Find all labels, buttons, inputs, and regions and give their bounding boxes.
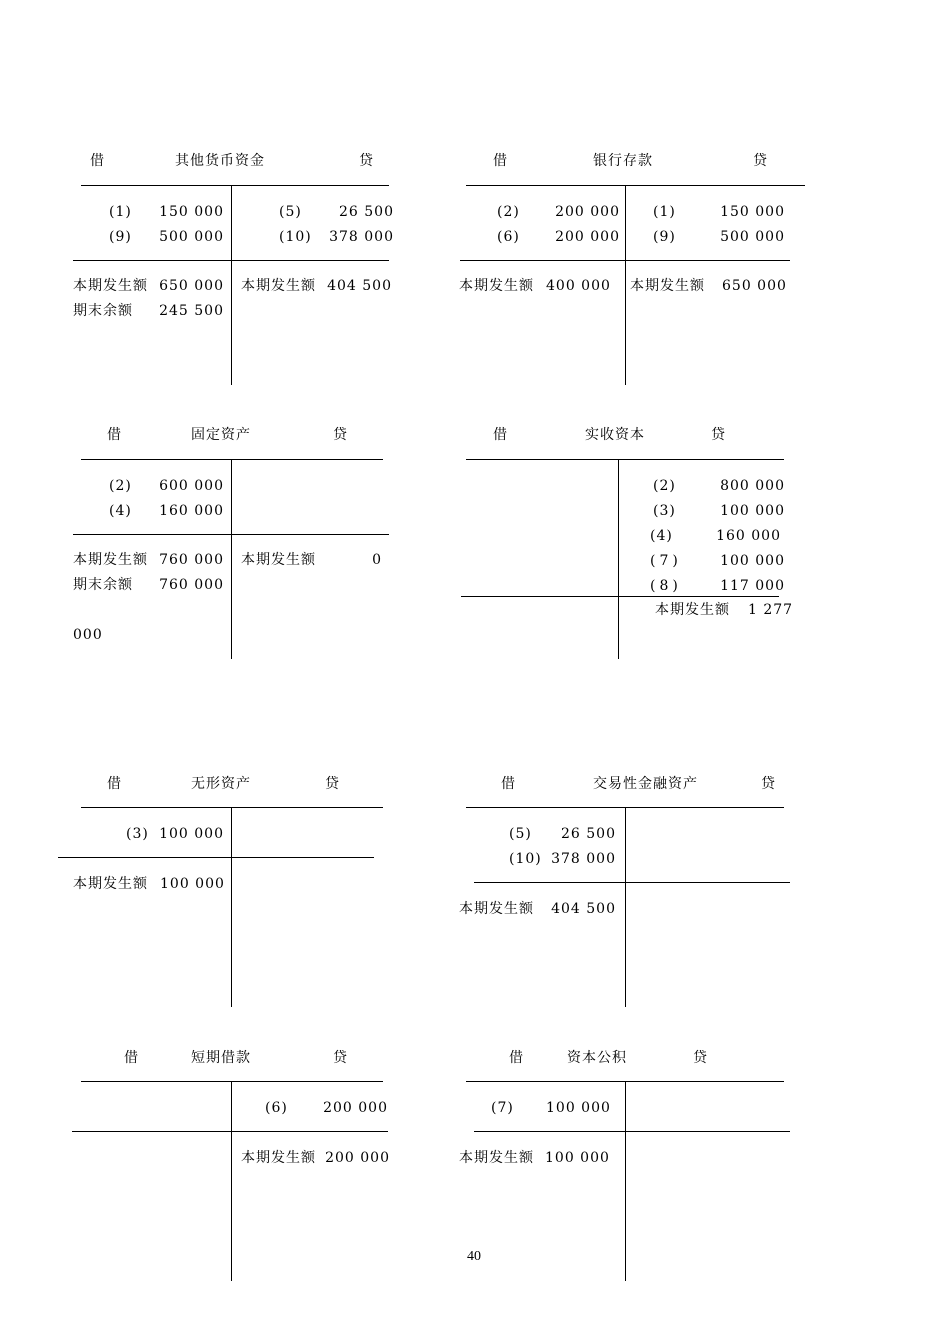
debit-label: 借 [493, 153, 508, 169]
entry-ref: (3) [653, 503, 676, 519]
total-rule [474, 1131, 790, 1132]
debit-label: 借 [509, 1050, 524, 1066]
debit-label: 借 [493, 427, 508, 443]
center-rule [231, 460, 232, 659]
entry-amount: 160 000 [159, 503, 224, 519]
entry-amount: 200 000 [323, 1100, 388, 1116]
account-title: 资本公积 [567, 1050, 627, 1066]
header-rule [466, 185, 805, 186]
entry-ref: (9) [109, 229, 132, 245]
entry-amount: 26 500 [339, 204, 394, 220]
period-total-label: 本期发生额 [73, 876, 148, 892]
entry-ref: (5) [279, 204, 302, 220]
entry-amount: 200 000 [555, 204, 620, 220]
period-total-amount: 100 000 [545, 1150, 610, 1166]
period-total-amount: 404 500 [327, 278, 392, 294]
entry-ref: (2) [497, 204, 520, 220]
entry-amount: 150 000 [720, 204, 785, 220]
center-rule [231, 808, 232, 1007]
entry-amount: 117 000 [720, 578, 785, 594]
period-total-label: 本期发生额 [459, 278, 534, 294]
entry-amount: 150 000 [159, 204, 224, 220]
total-rule [73, 260, 389, 261]
entry-amount: 500 000 [720, 229, 785, 245]
center-rule [625, 1082, 626, 1281]
header-rule [81, 459, 383, 460]
header-rule [81, 1081, 383, 1082]
period-total-label: 本期发生额 [241, 278, 316, 294]
total-rule [460, 260, 790, 261]
credit-label: 贷 [753, 153, 768, 169]
credit-label: 贷 [711, 427, 726, 443]
account-title: 固定资产 [191, 427, 251, 443]
total-rule [461, 596, 779, 597]
entry-amount: 378 000 [329, 229, 394, 245]
entry-ref: (4) [650, 528, 673, 544]
page-number: 40 [467, 1249, 481, 1264]
period-total-label: 本期发生额 [73, 552, 148, 568]
debit-label: 借 [501, 776, 516, 792]
credit-label: 贷 [693, 1050, 708, 1066]
period-total-amount: 1 277 [748, 602, 794, 618]
debit-label: 借 [90, 153, 105, 169]
entry-amount: 800 000 [720, 478, 785, 494]
entry-ref: (7) [491, 1100, 514, 1116]
entry-amount: 26 500 [561, 826, 616, 842]
credit-label: 贷 [333, 427, 348, 443]
period-total-amount: 650 000 [722, 278, 787, 294]
header-rule [81, 185, 389, 186]
center-rule [625, 808, 626, 1007]
period-total-label: 本期发生额 [655, 602, 730, 618]
period-total-label: 本期发生额 [73, 278, 148, 294]
ending-balance-amount: 245 500 [159, 303, 224, 319]
credit-label: 贷 [325, 776, 340, 792]
period-total-label: 本期发生额 [630, 278, 705, 294]
account-title: 银行存款 [593, 153, 653, 169]
entry-ref: (1) [653, 204, 676, 220]
ending-balance-amount: 760 000 [159, 577, 224, 593]
entry-amount: 100 000 [159, 826, 224, 842]
header-rule [466, 459, 784, 460]
header-rule [81, 807, 383, 808]
entry-ref: (10) [279, 229, 312, 245]
debit-label: 借 [107, 427, 122, 443]
center-rule [625, 186, 626, 385]
entry-ref: (3) [126, 826, 149, 842]
entry-amount: 160 000 [716, 528, 781, 544]
entry-ref: (2) [653, 478, 676, 494]
entry-ref: (6) [497, 229, 520, 245]
account-title: 交易性金融资产 [593, 776, 698, 792]
period-total-amount: 100 000 [160, 876, 225, 892]
entry-amount: 100 000 [720, 503, 785, 519]
entry-ref: (10) [509, 851, 542, 867]
entry-ref: (5) [509, 826, 532, 842]
entry-amount: 100 000 [546, 1100, 611, 1116]
ending-balance-label: 期末余额 [73, 577, 133, 593]
period-total-label: 本期发生额 [241, 552, 316, 568]
entry-ref: (9) [653, 229, 676, 245]
debit-label: 借 [124, 1050, 139, 1066]
entry-amount: 600 000 [159, 478, 224, 494]
total-rule [474, 882, 790, 883]
entry-amount: 378 000 [551, 851, 616, 867]
period-total-amount: 400 000 [546, 278, 611, 294]
period-total-amount: 650 000 [159, 278, 224, 294]
entry-ref: (6) [265, 1100, 288, 1116]
period-total-amount: 200 000 [325, 1150, 390, 1166]
total-rule [58, 857, 374, 858]
period-total-amount: 0 [372, 552, 382, 568]
period-total-label: 本期发生额 [459, 901, 534, 917]
period-total-label: 本期发生额 [241, 1150, 316, 1166]
entry-ref: (7) [650, 553, 682, 569]
entry-ref: (4) [109, 503, 132, 519]
entry-ref: (8) [650, 578, 682, 594]
account-title: 实收资本 [585, 427, 645, 443]
period-total-amount: 760 000 [159, 552, 224, 568]
debit-label: 借 [107, 776, 122, 792]
total-rule [73, 534, 389, 535]
entry-ref: (1) [109, 204, 132, 220]
ending-balance-label: 期末余额 [73, 303, 133, 319]
wrapped-amount-text: 000 [73, 627, 103, 643]
account-title: 短期借款 [191, 1050, 251, 1066]
credit-label: 贷 [761, 776, 776, 792]
account-title: 无形资产 [191, 776, 251, 792]
credit-label: 贷 [359, 153, 374, 169]
entry-amount: 500 000 [159, 229, 224, 245]
entry-amount: 200 000 [555, 229, 620, 245]
credit-label: 贷 [333, 1050, 348, 1066]
center-rule [231, 186, 232, 385]
entry-ref: (2) [109, 478, 132, 494]
center-rule [618, 460, 619, 659]
total-rule [72, 1131, 388, 1132]
center-rule [231, 1082, 232, 1281]
account-title: 其他货币资金 [175, 153, 265, 169]
period-total-amount: 404 500 [551, 901, 616, 917]
entry-amount: 100 000 [720, 553, 785, 569]
period-total-label: 本期发生额 [459, 1150, 534, 1166]
